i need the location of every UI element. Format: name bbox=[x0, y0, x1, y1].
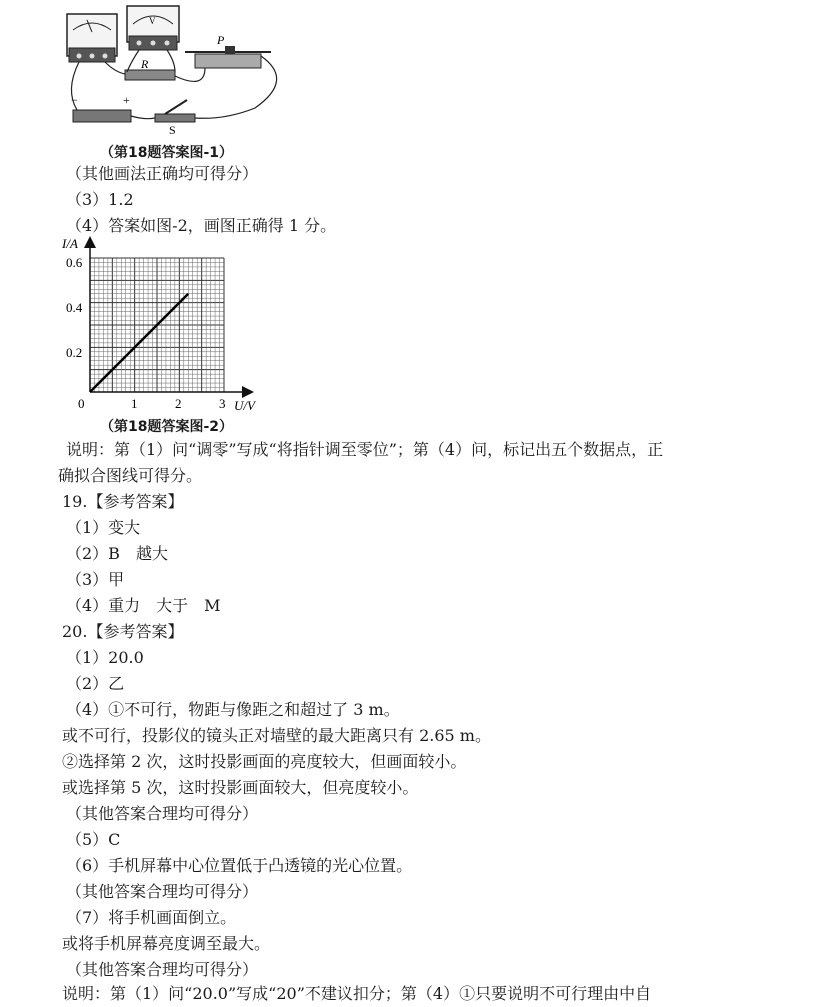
q20-line: 说明：第（1）问“20.0”写成“20”不建议扣分；第（4）①只要说明不可行理由中自 bbox=[62, 984, 652, 1003]
ammeter-icon bbox=[67, 14, 117, 62]
resistor-icon bbox=[125, 70, 175, 80]
x-axis-label: U/V bbox=[234, 398, 255, 413]
q20-line: 或选择第 5 次，这时投影画面较大，但亮度较小。 bbox=[62, 778, 419, 797]
switch-label: S bbox=[169, 123, 176, 137]
q20-line: （6）手机屏幕中心位置低于凸透镜的光心位置。 bbox=[66, 856, 413, 875]
q20-line: （其他答案合理均可得分） bbox=[66, 882, 259, 901]
q18-explanation-line1: 说明：第（1）问“调零”写成“将指针调至零位”；第（4）问，标记出五个数据点，正 bbox=[66, 440, 664, 459]
q20-line: 或将手机屏幕亮度调至最大。 bbox=[62, 934, 271, 953]
rheostat-icon bbox=[185, 46, 271, 68]
q20-line: （其他答案合理均可得分） bbox=[66, 960, 259, 979]
q19-answer: （3）甲 bbox=[66, 570, 125, 589]
q20-line: （1）20.0 bbox=[66, 648, 144, 667]
x-tick-label: 3 bbox=[219, 396, 226, 411]
iu-graph bbox=[58, 236, 274, 414]
q19-answer: （2）B 越大 bbox=[66, 544, 168, 563]
q18-explanation-line2: 确拟合图线可得分。 bbox=[58, 466, 203, 485]
q20-line: （其他答案合理均可得分） bbox=[66, 804, 259, 823]
q20-line: 或不可行，投影仪的镜头正对墙壁的最大距离只有 2.65 m。 bbox=[62, 726, 491, 745]
y-tick-label: 0.6 bbox=[66, 255, 83, 270]
x-tick-label: 1 bbox=[131, 396, 138, 411]
q20-line: ②选择第 2 次，这时投影画面的亮度较大，但画面较小。 bbox=[62, 752, 467, 771]
y-tick-label: 0.2 bbox=[66, 345, 83, 360]
x-tick-label: 2 bbox=[175, 396, 182, 411]
q20-line: （5）C bbox=[66, 830, 121, 849]
rheostat-label: P bbox=[217, 33, 225, 47]
battery-icon bbox=[73, 110, 131, 122]
circuit-diagram bbox=[55, 0, 295, 138]
battery-minus-label: − bbox=[71, 93, 78, 107]
q20-line: （7）将手机画面倒立。 bbox=[66, 908, 237, 927]
voltmeter-icon bbox=[127, 6, 179, 50]
q20-line: （2）乙 bbox=[66, 674, 125, 693]
q19-heading: 19.【参考答案】 bbox=[62, 492, 184, 511]
figure2-caption: （第18题答案图-2） bbox=[100, 419, 234, 435]
note-other-method: （其他画法正确均可得分） bbox=[66, 164, 259, 183]
resistor-label: R bbox=[141, 57, 149, 71]
battery-plus-label: + bbox=[123, 93, 130, 107]
figure1-caption: （第18题答案图-1） bbox=[100, 145, 234, 161]
switch-icon bbox=[155, 100, 195, 122]
y-tick-label: 0.4 bbox=[66, 300, 83, 315]
svg-text:V: V bbox=[149, 16, 156, 26]
y-axis-label: I/A bbox=[62, 236, 78, 251]
q20-line: （4）①不可行，物距与像距之和超过了 3 m。 bbox=[66, 700, 400, 719]
q19-answer: （1）变大 bbox=[66, 518, 141, 537]
q20-heading: 20.【参考答案】 bbox=[62, 622, 184, 641]
origin-label: 0 bbox=[78, 396, 85, 411]
q18-answer-3: （3）1.2 bbox=[66, 190, 134, 209]
q19-answer: （4）重力 大于 M bbox=[66, 596, 221, 615]
q18-answer-4: （4）答案如图-2，画图正确得 1 分。 bbox=[66, 216, 337, 235]
